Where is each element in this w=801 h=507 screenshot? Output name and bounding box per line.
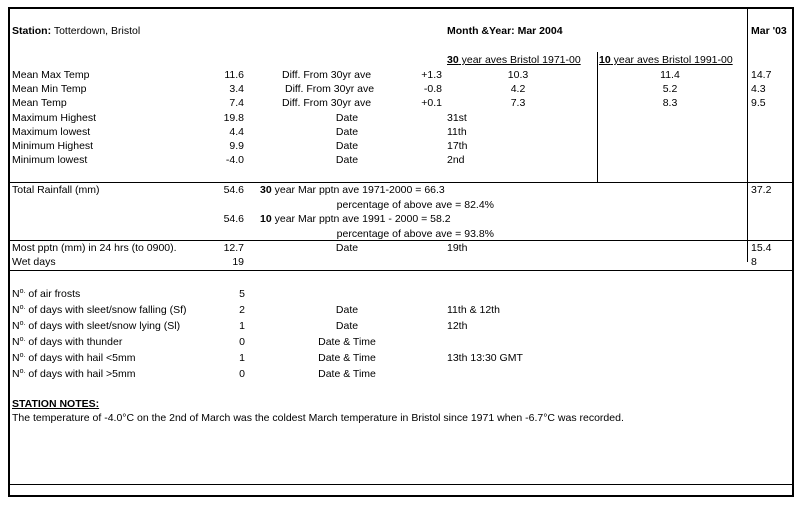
counts-divider-top bbox=[10, 270, 792, 271]
month-year-header bbox=[447, 25, 563, 37]
station-value: Totterdown, Bristol bbox=[53, 25, 141, 37]
rainfall-ave10: 10 year Mar pptn ave 1991 - 2000 = 58.2 bbox=[260, 213, 451, 225]
prev-year-divider bbox=[747, 9, 748, 262]
footer-divider bbox=[10, 484, 792, 485]
prev-year-header: Mar '03 bbox=[751, 25, 787, 37]
rainfall-pct30: percentage of above ave = 82.4% bbox=[336, 199, 494, 211]
pptn-divider-top bbox=[10, 240, 792, 241]
rainfall-ave30: 30 year Mar pptn ave 1971-2000 = 66.3 bbox=[260, 184, 445, 196]
ave10-header: 10 year aves Bristol 1991-00 bbox=[599, 54, 733, 66]
station-label: Station: bbox=[12, 25, 52, 37]
rainfall-divider-top bbox=[10, 182, 792, 183]
month-year-value: Mar 2004 bbox=[517, 25, 563, 37]
averages-divider bbox=[597, 52, 598, 183]
month-year-label: Month &Year: bbox=[447, 25, 515, 37]
weather-report-sheet: Station: Totterdown, Bristol Month &Year: Mar 2004 Mar '03 30 year aves Bristol 1971-00 10 year aves Bristol 1991-00 Mean Max Temp 11.6 Diff. From 30yr ave +1.3 10.3 11.4 14.7 Mean Min Temp 3.4 Diff. From 30yr ave -0.8 4.2 5.2 4.3 Mean Temp 7.4 Diff. From 30yr ave +0.1 7.3 8.3 9.5 Maximum Highest 19.8 Date 31st Maximum lowest 4.4 Date 11th Minimum Highest 9.9 Date 17th Minimum lowest -4.0 Date 2nd Total Rainfall (mm) 54.6 30 year Mar pptn ave 1971-2000 = 66.3 37.2 percentage of above ave = 82.4% 54.6 10 year Mar pptn ave 1991 - 2000 = 58.2 percentage of above ave = 93.8% Most pptn (mm) in 24 hrs (to 0900). 12.7 Date 19th 15.4 Wet days 19 8 $N^{o.}$ of air frosts 5 $N^{o.}$ of days with sleet/snow falling (Sf) 2 Date 11th & 12th $N^{o.}$ of days with sleet/snow lying (Sl) 1 Date 12th $N^{o.}$ of days with thunder 0 Date & Time $N^{o.}$ of days with hail <5mm 1 Date & Time 13th 13:30 GMT $N^{o.}$ of days with hail >5mm 0 Date & Time STATION NOTES: The temperature of -4.0°C on the 2nd of March was the coldest March temperature in Bristol since 1971 when -6.7°C was recorded. bbox=[8, 7, 794, 497]
ave30-header: 30 year aves Bristol 1971-00 bbox=[447, 54, 581, 66]
station-notes-text: The temperature of -4.0°C on the 2nd of March was the coldest March temperature in Bristol since 1971 when -6.7°C was recorded. bbox=[12, 412, 624, 424]
station-notes-title: STATION NOTES: bbox=[12, 398, 100, 410]
station-header bbox=[12, 25, 140, 37]
rainfall-pct10: percentage of above ave = 93.8% bbox=[336, 228, 494, 240]
